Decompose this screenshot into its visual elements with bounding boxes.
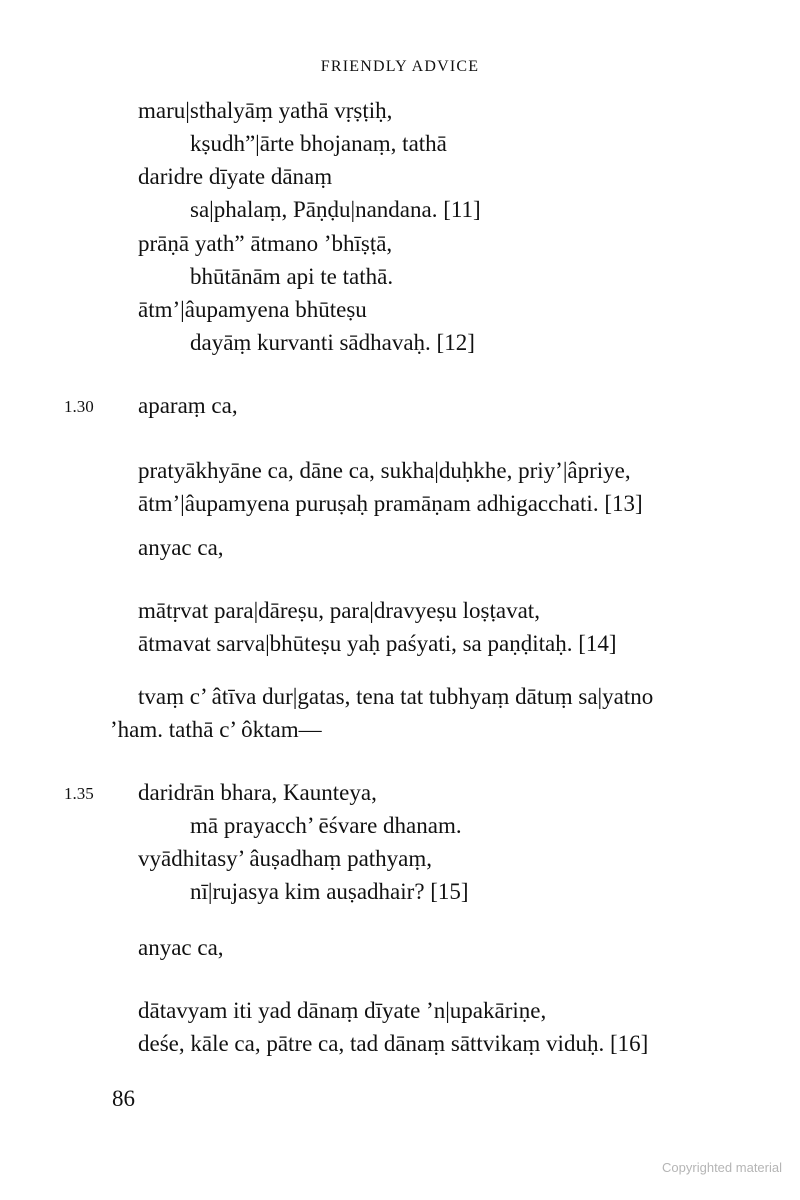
text-line: mā prayacch’ ēśvare dhanam. — [190, 813, 462, 838]
text-line: bhūtānām api te tathā. — [190, 264, 394, 289]
text-line: ātm’|âupamyena bhūteṣu — [138, 297, 367, 322]
text-line: aparaṃ ca, — [138, 393, 238, 418]
running-title: FRIENDLY ADVICE — [320, 58, 480, 75]
text-line: prāṇā yath” ātmano ’bhīṣṭā, — [138, 231, 393, 256]
text-line: dātavyam iti yad dānaṃ dīyate ’n|upakāriṇe, — [138, 998, 547, 1023]
text-line: mātṛvat para|dāreṣu, para|dravyeṣu loṣṭavat, — [138, 598, 540, 623]
text-line: pratyākhyāne ca, dāne ca, sukha|duḥkhe, priy’|âpriye, — [138, 458, 631, 483]
text-line: nī|rujasya kim auṣadhair? [15] — [190, 879, 469, 904]
text-line: deśe, kāle ca, pātre ca, tad dānaṃ sāttvikaṃ viduḥ. [16] — [138, 1031, 649, 1056]
copyright-watermark: Copyrighted material — [662, 1160, 782, 1175]
text-line: anyac ca, — [138, 935, 224, 960]
text-line: ātmavat sarva|bhūteṣu yaḥ paśyati, sa paṇḍitaḥ. [14] — [138, 631, 617, 656]
text-line: kṣudh”|ārte bhojanaṃ, tathā — [190, 131, 447, 156]
text-line: sa|phalaṃ, Pāṇḍu|nandana. [11] — [190, 197, 481, 222]
text-line: daridre dīyate dānaṃ — [138, 164, 333, 189]
text-line: anyac ca, — [138, 535, 224, 560]
text-line: ātm’|âupamyena puruṣaḥ pramāṇam adhigacchati. [13] — [138, 491, 643, 516]
verse-reference-number: 1.30 — [64, 397, 94, 416]
page-number: 86 — [112, 1086, 135, 1111]
text-line: daridrān bhara, Kaunteya, — [138, 780, 377, 805]
text-line: ’ham. tathā c’ ôktam— — [110, 717, 322, 742]
text-line: maru|sthalyāṃ yathā vṛṣṭiḥ, — [138, 98, 393, 123]
text-line: dayāṃ kurvanti sādhavaḥ. [12] — [190, 330, 475, 355]
text-line: tvaṃ c’ âtīva dur|gatas, tena tat tubhyaṃ dātuṃ sa|yatno — [138, 684, 654, 709]
verse-reference-number: 1.35 — [64, 784, 94, 803]
text-line: vyādhitasy’ âuṣadhaṃ pathyaṃ, — [138, 846, 433, 871]
